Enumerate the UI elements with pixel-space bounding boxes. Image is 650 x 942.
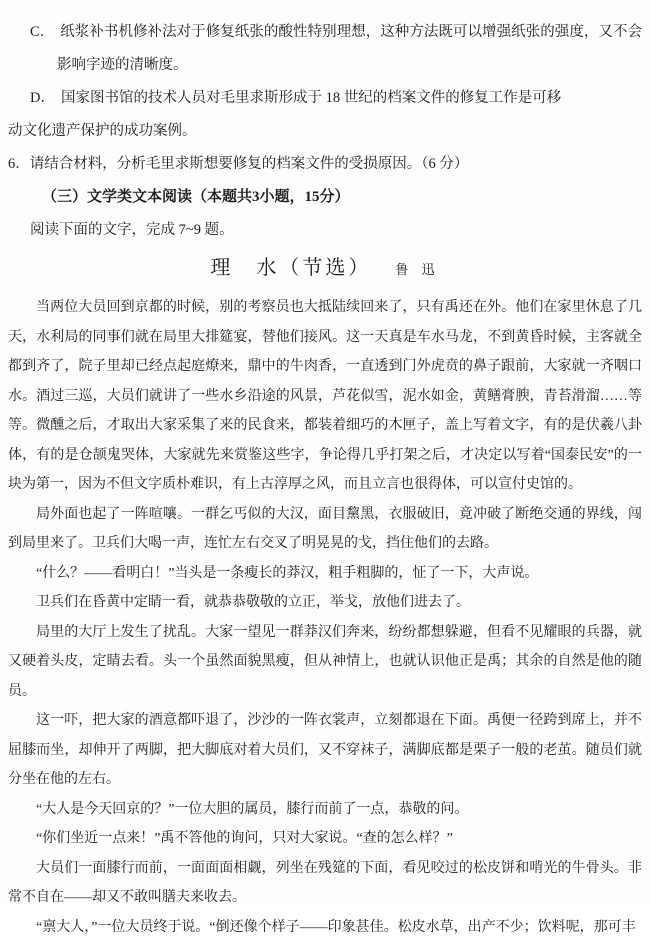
choice-d-label: D． bbox=[30, 90, 55, 106]
paragraph: 卫兵们在昏黄中定睛一看，就恭恭敬敬的立正，举戈，放他们进去了。 bbox=[8, 588, 642, 618]
paragraph: “大人是今天回京的？”一位大胆的属员，膝行而前了一点，恭敬的问。 bbox=[8, 795, 642, 825]
reading-instruction: 阅读下面的文字，完成 7~9 题。 bbox=[30, 214, 642, 247]
section-heading: （三）文学类文本阅读（本题共3小题，15分） bbox=[42, 181, 642, 214]
paragraph: 大员们一面膝行而前，一面面面相觑，列坐在残筵的下面，看见咬过的松皮饼和啃光的牛骨头。非常不自在——却又不敢叫膳夫来收去。 bbox=[8, 854, 642, 913]
paragraph: 当两位大员回到京都的时候，别的考察员也大抵陆续回来了，只有禹还在外。他们在家里休息了几天，水利局的同事们就在局里大排筵宴，替他们接风。这一天真是车水马龙，不到黄昏时候，主客就全都到齐了，院子里却已经点起庭燎来，鼎中的牛肉香，一直透到门外虎贲的鼻子跟前，大家就一齐咽口水。酒过三巡，大员们就讲了一些水乡沿途的风景，芦花似雪，泥水如金，黄鳝膏腴，青苔滑溜……等等。微醺之后，才取出大家采集了来的民食来，都装着细巧的木匣子，盖上写着文字，有的是伏羲八卦体，有的是仓颉鬼哭体，大家就先来赏鉴这些字，争论得几乎打架之后，才决定以写着“国泰民安”的一块为第一，因为不但文字质朴难识，有上古淳厚之风，而且立言也很得体，可以宣付史馆的。 bbox=[8, 293, 642, 500]
paragraph: “什么？——看明白！”当头是一条瘦长的莽汉，粗手粗脚的，怔了一下，大声说。 bbox=[8, 559, 642, 589]
paragraph: “你们坐近一点来！”禹不答他的询问，只对大家说。“查的怎么样？” bbox=[8, 824, 642, 854]
paragraph: 局外面也起了一阵喧嚷。一群乞丐似的大汉，面目黧黑，衣服破旧，竟冲破了断绝交通的界线，闯到局里来了。卫兵们大喝一声，连忙左右交叉了明晃晃的戈，挡住他们的去路。 bbox=[8, 500, 642, 559]
question-options-section bbox=[8, 16, 642, 247]
choice-option-c bbox=[30, 16, 642, 82]
choice-d-text-line2: 动文化遗产保护的成功案例。 bbox=[8, 115, 642, 148]
passage-title-row bbox=[8, 253, 642, 285]
choice-d-text-line1: 国家图书馆的技术人员对毛里求斯形成于 18 世纪的档案文件的修复工作是可移 bbox=[61, 90, 561, 106]
question-6: 6．请结合材料，分析毛里求斯想要修复的档案文件的受损原因。（6 分） bbox=[8, 148, 642, 181]
passage-body bbox=[8, 293, 642, 942]
paragraph: 这一吓，把大家的酒意都吓退了，沙沙的一阵衣裳声，立刻都退在下面。禹便一径跨到席上，并不屈膝而坐，却伸开了两脚，把大脚底对着大员们，又不穿袜子，满脚底都是栗子一般的老茧。随员们就分坐在他的左右。 bbox=[8, 706, 642, 795]
choice-option-d bbox=[30, 82, 642, 115]
paragraph: “禀大人，”一位大员终于说。“倒还像个样子——印象甚佳。松皮水草，出产不少；饮料呢，那可丰 bbox=[8, 913, 642, 942]
paragraph: 局里的大厅上发生了扰乱。大家一望见一群莽汉们奔来，纷纷都想躲避，但看不见耀眼的兵器，就又硬着头皮，定睛去看。头一个虽然面貌黑瘦，但从神情上，也就认识他正是禹；其余的自然是他的随员。 bbox=[8, 618, 642, 707]
passage-title: 理 水（节选） bbox=[210, 257, 371, 279]
choice-c-label: C． bbox=[30, 24, 54, 40]
choice-c-text: 纸浆补书机修补法对于修复纸张的酸性特别理想，这种方法既可以增强纸张的强度，又不会影响字迹的清晰度。 bbox=[57, 24, 642, 73]
passage-author: 鲁 迅 bbox=[395, 262, 439, 277]
